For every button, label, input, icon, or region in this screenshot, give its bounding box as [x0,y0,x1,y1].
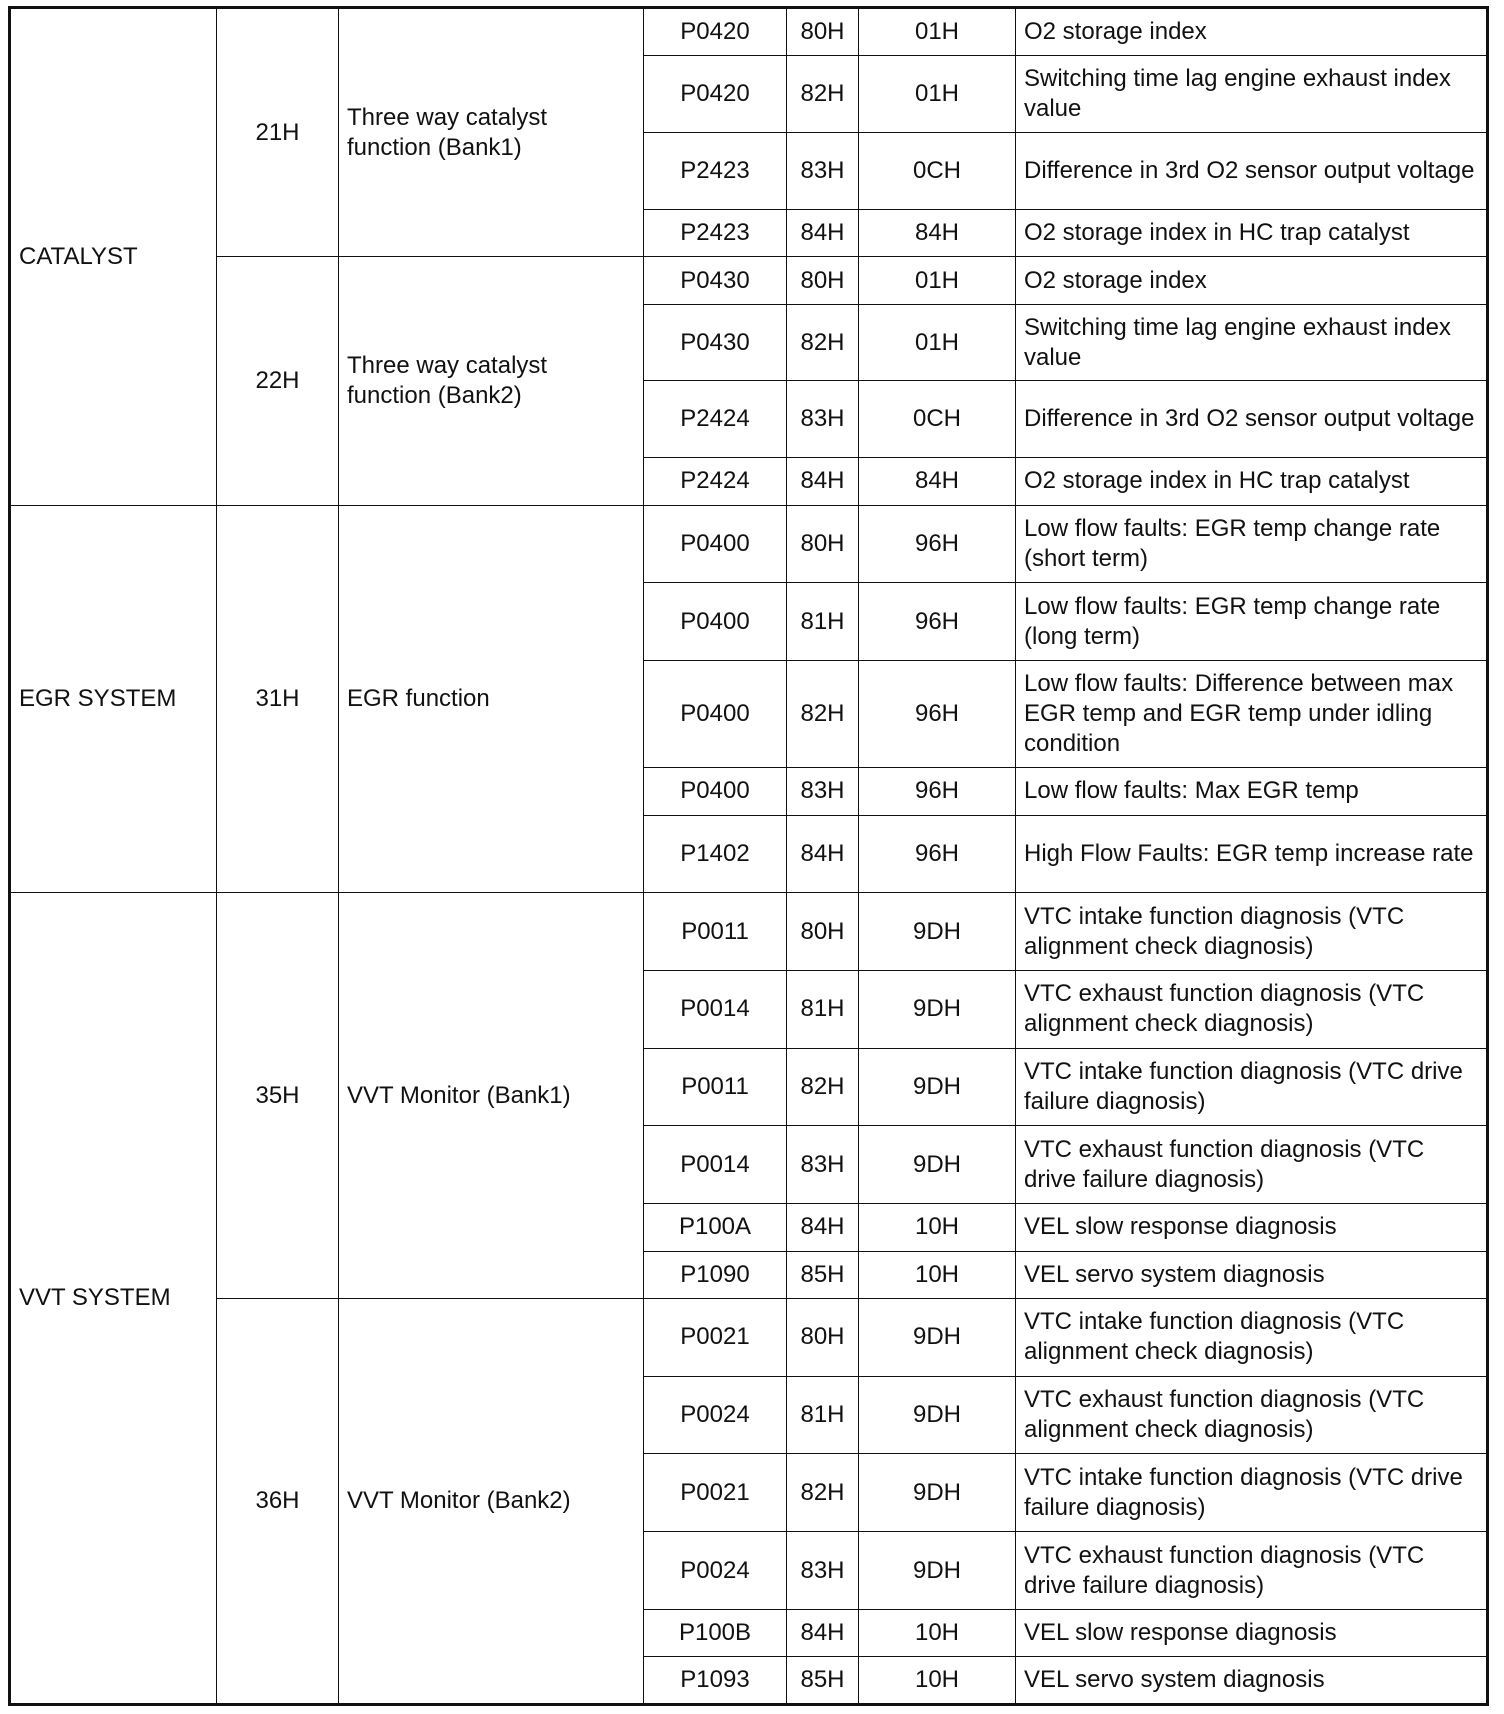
component-id-cell: 84H [787,209,859,256]
component-id-cell: 84H [787,1609,859,1656]
description-cell: Difference in 3rd O2 sensor output voltage [1016,381,1488,458]
component-id-cell: 85H [787,1657,859,1705]
dtc-code-cell: P0400 [644,583,787,661]
table-row [10,893,1488,971]
component-id-cell: 84H [787,458,859,505]
unit-id-cell: 9DH [859,1298,1016,1376]
component-id-cell: 80H [787,8,859,56]
dtc-code-cell: P0014 [644,970,787,1048]
dtc-code-cell: P0400 [644,505,787,583]
dtc-code-cell: P1090 [644,1251,787,1298]
system-name-cell: EGR SYSTEM [10,505,217,893]
description-cell: O2 storage index in HC trap catalyst [1016,458,1488,505]
dtc-code-cell: P0430 [644,304,787,381]
component-id-cell: 83H [787,1126,859,1204]
unit-id-cell: 01H [859,56,1016,133]
component-id-cell: 83H [787,381,859,458]
unit-id-cell: 96H [859,661,1016,768]
description-cell: VTC exhaust function diagnosis (VTC drive failure diagnosis) [1016,1532,1488,1610]
unit-id-cell: 0CH [859,133,1016,210]
unit-id-cell: 10H [859,1204,1016,1251]
unit-id-cell: 9DH [859,970,1016,1048]
unit-id-cell: 01H [859,304,1016,381]
dtc-code-cell: P100B [644,1609,787,1656]
dtc-code-cell: P0014 [644,1126,787,1204]
unit-id-cell: 10H [859,1609,1016,1656]
table-row [10,257,1488,304]
description-cell: High Flow Faults: EGR temp increase rate [1016,815,1488,893]
dtc-code-cell: P0400 [644,768,787,815]
dtc-code-cell: P0024 [644,1376,787,1454]
dtc-code-cell: P0011 [644,893,787,971]
dtc-code-cell: P0420 [644,8,787,56]
dtc-code-cell: P0021 [644,1298,787,1376]
test-name-cell: EGR function [339,505,644,893]
unit-id-cell: 01H [859,8,1016,56]
unit-id-cell: 9DH [859,1126,1016,1204]
description-cell: Difference in 3rd O2 sensor output voltage [1016,133,1488,210]
description-cell: Switching time lag engine exhaust index value [1016,56,1488,133]
description-cell: VTC intake function diagnosis (VTC alignment check diagnosis) [1016,1298,1488,1376]
description-cell: Low flow faults: Max EGR temp [1016,768,1488,815]
test-id-cell: 22H [217,257,339,505]
dtc-code-cell: P1093 [644,1657,787,1705]
description-cell: O2 storage index in HC trap catalyst [1016,209,1488,256]
dtc-code-cell: P100A [644,1204,787,1251]
component-id-cell: 82H [787,1454,859,1532]
test-name-cell: VVT Monitor (Bank1) [339,893,644,1299]
dtc-code-cell: P0420 [644,56,787,133]
unit-id-cell: 9DH [859,893,1016,971]
unit-id-cell: 96H [859,505,1016,583]
dtc-code-cell: P2423 [644,133,787,210]
system-name-cell: VVT SYSTEM [10,893,217,1705]
unit-id-cell: 96H [859,583,1016,661]
test-name-cell: Three way catalyst function (Bank1) [339,8,644,257]
dtc-code-cell: P1402 [644,815,787,893]
dtc-code-cell: P2424 [644,381,787,458]
description-cell: VEL slow response diagnosis [1016,1609,1488,1656]
component-id-cell: 80H [787,1298,859,1376]
unit-id-cell: 0CH [859,381,1016,458]
component-id-cell: 81H [787,583,859,661]
description-cell: VEL slow response diagnosis [1016,1204,1488,1251]
dtc-code-cell: P0024 [644,1532,787,1610]
description-cell: Low flow faults: EGR temp change rate (long term) [1016,583,1488,661]
description-cell: Low flow faults: EGR temp change rate (short term) [1016,505,1488,583]
component-id-cell: 80H [787,257,859,304]
component-id-cell: 84H [787,815,859,893]
description-cell: O2 storage index [1016,8,1488,56]
unit-id-cell: 96H [859,768,1016,815]
description-cell: Low flow faults: Difference between max EGR temp and EGR temp under idling condition [1016,661,1488,768]
dtc-code-cell: P2424 [644,458,787,505]
component-id-cell: 85H [787,1251,859,1298]
description-cell: VTC exhaust function diagnosis (VTC alignment check diagnosis) [1016,1376,1488,1454]
component-id-cell: 81H [787,970,859,1048]
system-name-cell: CATALYST [10,8,217,506]
table-row [10,505,1488,583]
table-row [10,1298,1488,1376]
component-id-cell: 83H [787,768,859,815]
component-id-cell: 81H [787,1376,859,1454]
description-cell: VTC intake function diagnosis (VTC drive failure diagnosis) [1016,1454,1488,1532]
dtc-code-cell: P0011 [644,1048,787,1126]
unit-id-cell: 9DH [859,1048,1016,1126]
dtc-code-cell: P2423 [644,209,787,256]
dtc-code-cell: P0430 [644,257,787,304]
unit-id-cell: 01H [859,257,1016,304]
component-id-cell: 82H [787,304,859,381]
description-cell: VTC exhaust function diagnosis (VTC drive failure diagnosis) [1016,1126,1488,1204]
component-id-cell: 82H [787,1048,859,1126]
description-cell: O2 storage index [1016,257,1488,304]
dtc-code-cell: P0400 [644,661,787,768]
dtc-code-cell: P0021 [644,1454,787,1532]
unit-id-cell: 96H [859,815,1016,893]
unit-id-cell: 84H [859,458,1016,505]
test-id-cell: 35H [217,893,339,1299]
test-name-cell: Three way catalyst function (Bank2) [339,257,644,505]
component-id-cell: 83H [787,133,859,210]
component-id-cell: 82H [787,661,859,768]
test-name-cell: VVT Monitor (Bank2) [339,1298,644,1704]
test-id-cell: 21H [217,8,339,257]
component-id-cell: 83H [787,1532,859,1610]
description-cell: Switching time lag engine exhaust index value [1016,304,1488,381]
dtc-test-table [8,6,1489,1706]
unit-id-cell: 10H [859,1251,1016,1298]
table-row [10,8,1488,56]
description-cell: VTC exhaust function diagnosis (VTC alignment check diagnosis) [1016,970,1488,1048]
component-id-cell: 84H [787,1204,859,1251]
component-id-cell: 80H [787,893,859,971]
unit-id-cell: 9DH [859,1376,1016,1454]
description-cell: VEL servo system diagnosis [1016,1657,1488,1705]
unit-id-cell: 10H [859,1657,1016,1705]
test-id-cell: 31H [217,505,339,893]
component-id-cell: 82H [787,56,859,133]
description-cell: VTC intake function diagnosis (VTC alignment check diagnosis) [1016,893,1488,971]
description-cell: VEL servo system diagnosis [1016,1251,1488,1298]
component-id-cell: 80H [787,505,859,583]
test-id-cell: 36H [217,1298,339,1704]
unit-id-cell: 9DH [859,1454,1016,1532]
unit-id-cell: 84H [859,209,1016,256]
description-cell: VTC intake function diagnosis (VTC drive failure diagnosis) [1016,1048,1488,1126]
unit-id-cell: 9DH [859,1532,1016,1610]
